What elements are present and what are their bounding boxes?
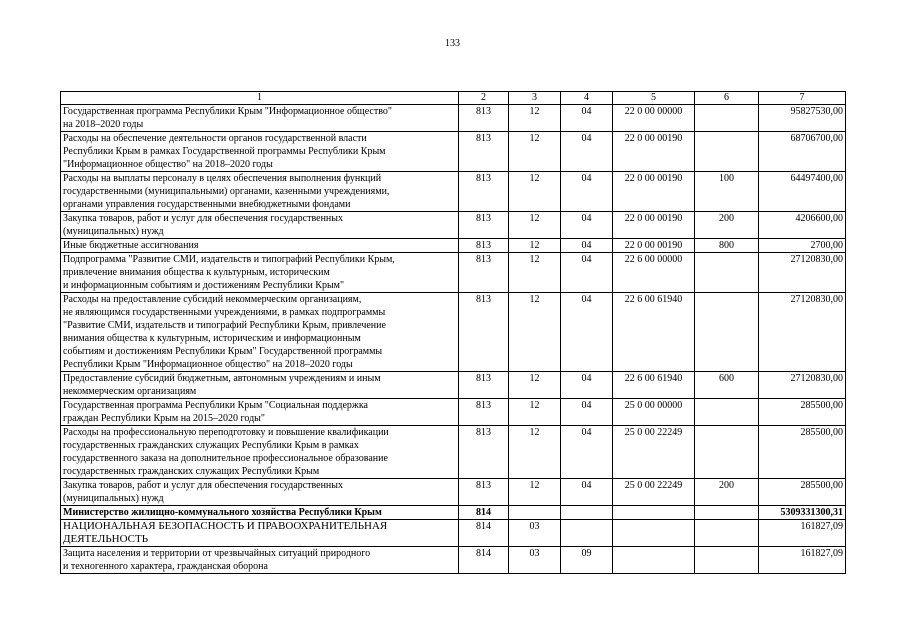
table-row (61, 372, 846, 399)
column-header: 1 (61, 92, 459, 105)
column-header: 4 (561, 92, 613, 105)
item-name-cell: Закупка товаров, работ и услуг для обеспечения государственных (муниципальных) нужд (61, 479, 459, 506)
table-row (61, 547, 846, 574)
section-cell: 12 (509, 399, 561, 426)
expense-type-cell (695, 520, 759, 547)
section-cell: 12 (509, 479, 561, 506)
amount-cell: 68706700,00 (759, 132, 846, 172)
subsection-cell: 04 (561, 479, 613, 506)
item-name-cell: Иные бюджетные ассигнования (61, 239, 459, 253)
table-row (61, 212, 846, 239)
subsection-cell (561, 520, 613, 547)
section-cell: 12 (509, 253, 561, 293)
admin-code-cell: 813 (459, 399, 509, 426)
admin-code-cell: 813 (459, 372, 509, 399)
target-article-cell: 25 0 00 00000 (613, 399, 695, 426)
amount-cell: 27120830,00 (759, 293, 846, 372)
subsection-cell: 04 (561, 426, 613, 479)
table-row (61, 105, 846, 132)
subsection-cell: 04 (561, 105, 613, 132)
table-row (61, 426, 846, 479)
table-body (61, 105, 846, 574)
item-name-cell: Государственная программа Республики Крым "Социальная поддержка граждан Республики Крым на 2015–2020 годы" (61, 399, 459, 426)
target-article-cell: 22 6 00 00000 (613, 253, 695, 293)
section-cell: 12 (509, 426, 561, 479)
section-cell: 12 (509, 372, 561, 399)
column-header: 7 (759, 92, 846, 105)
item-name-cell: Подпрограмма "Развитие СМИ, издательств и типографий Республики Крым, привлечение внимания общества к культурным, историческим и информационным событиям и достижениям Республики Крым" (61, 253, 459, 293)
amount-cell: 285500,00 (759, 426, 846, 479)
target-article-cell (613, 506, 695, 520)
column-header: 6 (695, 92, 759, 105)
header-row (61, 92, 846, 105)
admin-code-cell: 814 (459, 520, 509, 547)
amount-cell: 4206600,00 (759, 212, 846, 239)
subsection-cell: 04 (561, 372, 613, 399)
expense-type-cell: 800 (695, 239, 759, 253)
item-name-cell: Закупка товаров, работ и услуг для обеспечения государственных (муниципальных) нужд (61, 212, 459, 239)
expense-type-cell (695, 399, 759, 426)
item-name-cell: Расходы на выплаты персоналу в целях обеспечения выполнения функций государственными (муниципальными) органами, казенными учреждениями, органами управления государственными внебюджетными фондами (61, 172, 459, 212)
subsection-cell: 04 (561, 212, 613, 239)
section-cell: 12 (509, 293, 561, 372)
column-header: 5 (613, 92, 695, 105)
target-article-cell (613, 547, 695, 574)
item-name-cell: Государственная программа Республики Крым "Информационное общество" на 2018–2020 годы (61, 105, 459, 132)
target-article-cell: 25 0 00 22249 (613, 479, 695, 506)
expense-type-cell (695, 132, 759, 172)
expense-type-cell (695, 293, 759, 372)
target-article-cell: 22 6 00 61940 (613, 372, 695, 399)
column-header: 2 (459, 92, 509, 105)
amount-cell: 64497400,00 (759, 172, 846, 212)
amount-cell: 5309331300,31 (759, 506, 846, 520)
item-name-cell: Предоставление субсидий бюджетным, автономным учреждениям и иным некоммерческим организациям (61, 372, 459, 399)
target-article-cell: 22 0 00 00190 (613, 212, 695, 239)
column-header: 3 (509, 92, 561, 105)
amount-cell: 2700,00 (759, 239, 846, 253)
item-name-cell: Расходы на предоставление субсидий некоммерческим организациям, не являющимся государственными учреждениями, в рамках подпрограммы "Развитие СМИ, издательств и типографий Республики Крым, привлечение внимания общества к культурным, историческим и информационным событиям и достижениям Республики Крым" Государственной программы Республики Крым "Информационное общество" на 2018–2020 годы (61, 293, 459, 372)
section-cell (509, 506, 561, 520)
target-article-cell: 22 0 00 00190 (613, 172, 695, 212)
subsection-cell: 09 (561, 547, 613, 574)
target-article-cell (613, 520, 695, 547)
amount-cell: 161827,09 (759, 520, 846, 547)
expense-type-cell (695, 253, 759, 293)
admin-code-cell: 813 (459, 426, 509, 479)
expense-type-cell: 100 (695, 172, 759, 212)
table-row (61, 172, 846, 212)
table-row (61, 253, 846, 293)
budget-table (60, 91, 846, 574)
admin-code-cell: 814 (459, 506, 509, 520)
table-row (61, 506, 846, 520)
expense-type-cell: 200 (695, 479, 759, 506)
expense-type-cell (695, 105, 759, 132)
subsection-cell: 04 (561, 253, 613, 293)
amount-cell: 27120830,00 (759, 253, 846, 293)
table-row (61, 239, 846, 253)
section-cell: 12 (509, 132, 561, 172)
table-row (61, 399, 846, 426)
admin-code-cell: 813 (459, 212, 509, 239)
subsection-cell: 04 (561, 132, 613, 172)
section-cell: 12 (509, 172, 561, 212)
item-name-cell: Министерство жилищно-коммунального хозяйства Республики Крым (61, 506, 459, 520)
section-cell: 03 (509, 547, 561, 574)
admin-code-cell: 813 (459, 479, 509, 506)
admin-code-cell: 813 (459, 253, 509, 293)
expense-type-cell (695, 426, 759, 479)
admin-code-cell: 813 (459, 105, 509, 132)
amount-cell: 27120830,00 (759, 372, 846, 399)
subsection-cell: 04 (561, 293, 613, 372)
admin-code-cell: 813 (459, 132, 509, 172)
item-name-cell: Защита населения и территории от чрезвычайных ситуаций природного и техногенного характера, гражданская оборона (61, 547, 459, 574)
item-name-cell: НАЦИОНАЛЬНАЯ БЕЗОПАСНОСТЬ И ПРАВООХРАНИТЕЛЬНАЯ ДЕЯТЕЛЬНОСТЬ (61, 520, 459, 547)
target-article-cell: 22 0 00 00000 (613, 105, 695, 132)
expense-type-cell (695, 547, 759, 574)
admin-code-cell: 813 (459, 172, 509, 212)
item-name-cell: Расходы на обеспечение деятельности органов государственной власти Республики Крым в рамках Государственной программы Республики Крым "Информационное общество" на 2018–2020 годы (61, 132, 459, 172)
target-article-cell: 25 0 00 22249 (613, 426, 695, 479)
admin-code-cell: 813 (459, 293, 509, 372)
table-row (61, 132, 846, 172)
amount-cell: 285500,00 (759, 399, 846, 426)
admin-code-cell: 814 (459, 547, 509, 574)
expense-type-cell (695, 506, 759, 520)
expense-type-cell: 200 (695, 212, 759, 239)
amount-cell: 285500,00 (759, 479, 846, 506)
subsection-cell: 04 (561, 399, 613, 426)
target-article-cell: 22 0 00 00190 (613, 132, 695, 172)
amount-cell: 161827,09 (759, 547, 846, 574)
target-article-cell: 22 6 00 61940 (613, 293, 695, 372)
amount-cell: 95827530,00 (759, 105, 846, 132)
section-cell: 03 (509, 520, 561, 547)
subsection-cell: 04 (561, 239, 613, 253)
item-name-cell: Расходы на профессиональную переподготовку и повышение квалификации государственных гражданских служащих Республики Крым в рамках государственного заказа на дополнительное профессиональное образование государственных гражданских служащих Республики Крым (61, 426, 459, 479)
table-row (61, 293, 846, 372)
table-row (61, 520, 846, 547)
target-article-cell: 22 0 00 00190 (613, 239, 695, 253)
section-cell: 12 (509, 239, 561, 253)
table-row (61, 479, 846, 506)
expense-type-cell: 600 (695, 372, 759, 399)
section-cell: 12 (509, 212, 561, 239)
subsection-cell (561, 506, 613, 520)
subsection-cell: 04 (561, 172, 613, 212)
admin-code-cell: 813 (459, 239, 509, 253)
section-cell: 12 (509, 105, 561, 132)
page-number: 133 (445, 38, 460, 49)
